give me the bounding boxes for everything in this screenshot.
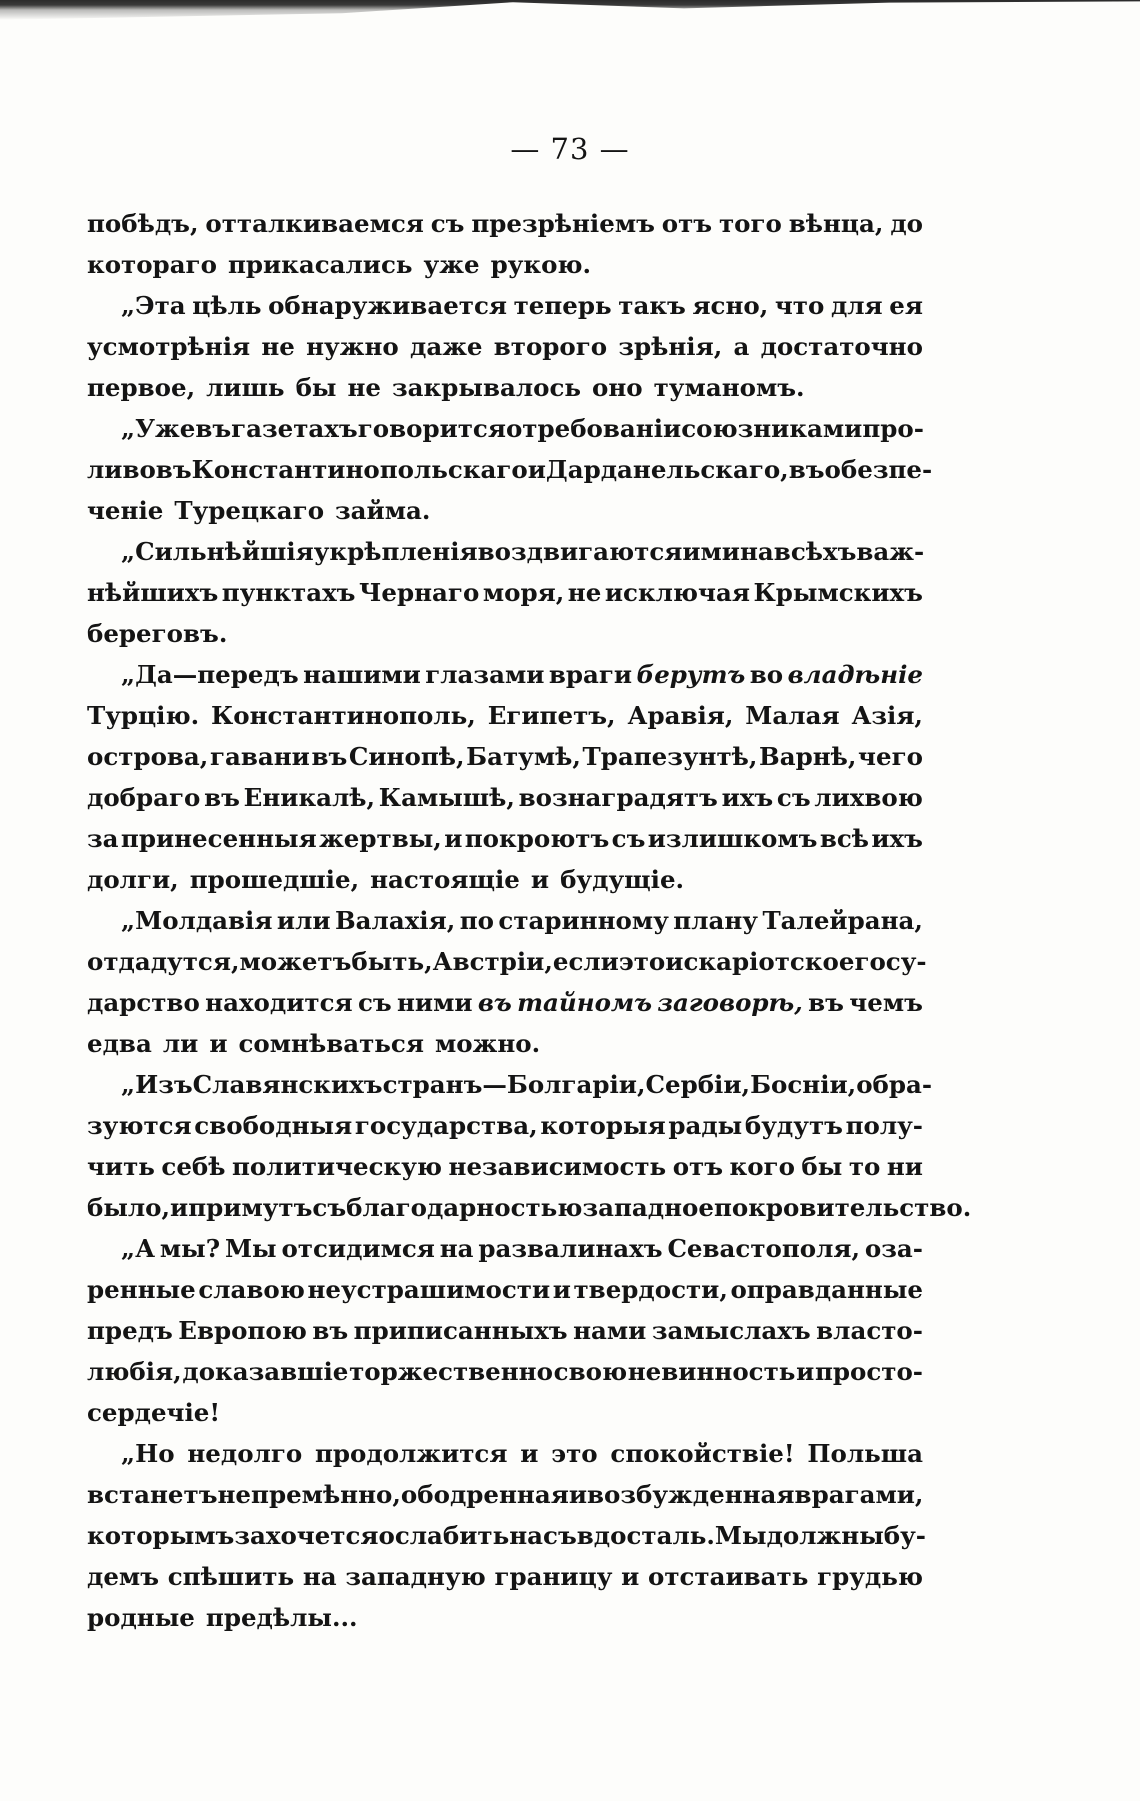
word: теперь [513, 291, 612, 320]
word: отъ [672, 1152, 724, 1181]
word: достаточно [760, 332, 923, 361]
word: глазами [425, 660, 545, 689]
text-line [87, 203, 923, 244]
word: на [739, 537, 774, 566]
word: просто- [814, 1357, 923, 1386]
word: западное [582, 1193, 714, 1222]
word: первое, [87, 373, 196, 402]
word: „Но [121, 1439, 175, 1468]
text-line [87, 941, 927, 982]
word: приписанныхъ [353, 1316, 568, 1345]
text-line [87, 244, 923, 285]
word: то [848, 1152, 881, 1181]
word: Крымскихъ [753, 578, 923, 607]
word: границу [494, 1562, 613, 1591]
word: до [890, 209, 923, 238]
word: съ [611, 824, 646, 853]
text-line [87, 1023, 923, 1064]
word: во [749, 660, 784, 689]
word: неустрашимости [307, 1275, 551, 1304]
word: въ [195, 414, 232, 443]
word: зуются [87, 1111, 192, 1140]
word: бы [295, 373, 337, 402]
word: союзниками [681, 414, 863, 443]
word: рады [668, 1111, 743, 1140]
text-line [87, 490, 923, 531]
word: и [444, 824, 463, 853]
word: враги [548, 660, 633, 689]
word: власто- [816, 1316, 923, 1345]
word: мы? [159, 1234, 221, 1263]
word: и [552, 1275, 571, 1304]
word: „Уже [121, 414, 196, 443]
word: это [618, 947, 666, 976]
text-line [87, 613, 923, 654]
word: съ [430, 209, 465, 238]
word: Камышѣ, [378, 783, 515, 812]
word: для [830, 291, 883, 320]
word: добраго [87, 783, 201, 812]
word: государства, [354, 1111, 538, 1140]
word: Синопѣ, [348, 742, 465, 771]
word: недолго [187, 1439, 303, 1468]
word: демъ [87, 1562, 159, 1591]
word: всѣхъ [773, 537, 857, 566]
word: Австріи, [432, 947, 553, 976]
word: „Молдавія [121, 906, 273, 935]
word: обра- [856, 1070, 933, 1099]
word: „Изъ [121, 1070, 193, 1099]
text-line [87, 982, 923, 1023]
text-line [87, 900, 923, 941]
text-line [87, 818, 923, 859]
word: въ [204, 783, 240, 812]
text-line [87, 1433, 923, 1474]
word: что [774, 291, 825, 320]
word: предѣлы... [205, 1603, 358, 1632]
word: которымъ [87, 1521, 235, 1550]
word: побѣдъ, [87, 209, 199, 238]
word: ободренная [400, 1480, 569, 1509]
text-line [87, 408, 923, 449]
word: ими [682, 537, 740, 566]
word: примутъ [188, 1193, 313, 1222]
word: Азія, [851, 701, 923, 730]
word: займа. [335, 496, 431, 525]
word: прошедшіе, [189, 865, 360, 894]
word: ясно, [692, 291, 769, 320]
word: сердечіе! [87, 1398, 221, 1427]
word: ченіе [87, 496, 164, 525]
word: должны [766, 1521, 884, 1550]
word: принесенныя [120, 824, 317, 853]
word: бы [801, 1152, 843, 1181]
word: себѣ [161, 1152, 226, 1181]
word: важ- [856, 537, 925, 566]
word: заговорѣ, [657, 988, 803, 1017]
word: плану [673, 906, 758, 935]
word: Польша [807, 1439, 923, 1468]
word: Мы [224, 1234, 277, 1263]
text-line [87, 572, 923, 613]
word: по [459, 906, 494, 935]
word: берутъ [636, 660, 746, 689]
text-line [87, 1515, 926, 1556]
word: не [261, 332, 295, 361]
word: на [439, 1234, 474, 1263]
word: благодарностью [346, 1193, 583, 1222]
word: „Да—передъ [121, 660, 299, 689]
word: и [527, 455, 546, 484]
word: зрѣнія, [618, 332, 723, 361]
word: ними [396, 988, 473, 1017]
text-line [87, 1392, 923, 1433]
word: полу- [845, 1111, 923, 1140]
word: будущіе. [560, 865, 685, 894]
word: вѣнца, [788, 209, 884, 238]
text-line [87, 1105, 923, 1146]
word: ни [886, 1152, 923, 1181]
word: торжественно [349, 1357, 553, 1386]
word: цѣль [192, 291, 262, 320]
word: было, [87, 1193, 171, 1222]
text-line [87, 777, 923, 818]
word: моря, [482, 578, 565, 607]
word: и [170, 1193, 189, 1222]
word: не [347, 373, 382, 402]
word: воздвигаются [477, 537, 683, 566]
word: отъ [661, 209, 713, 238]
word: уже [423, 250, 480, 279]
word: береговъ. [87, 619, 228, 648]
word: закрывалось [392, 373, 582, 402]
text-line [87, 1228, 923, 1269]
word: въ [788, 455, 825, 484]
word: и [568, 1480, 588, 1509]
word: такъ [618, 291, 686, 320]
word: ли [162, 1029, 199, 1058]
word: требованіи [522, 414, 682, 443]
word: отдадутся, [87, 947, 240, 976]
text-line [87, 531, 923, 572]
word: можно. [434, 1029, 541, 1058]
word: дарство [87, 988, 200, 1017]
word: нашими [303, 660, 421, 689]
word: въ [311, 742, 348, 771]
word: исключая [604, 578, 750, 607]
word: которыя [540, 1111, 666, 1140]
word: встанетъ [87, 1480, 218, 1509]
word: отталкиваемся [205, 209, 424, 238]
word: непремѣнно, [217, 1480, 401, 1509]
word: второго [493, 332, 608, 361]
word: „Сильнѣйшія [121, 537, 314, 566]
word: Константинополь, [211, 701, 476, 730]
word: на [302, 1562, 337, 1591]
word: едва [87, 1029, 152, 1058]
word: Батумѣ, [466, 742, 581, 771]
word: предъ [87, 1316, 173, 1345]
word: искаріотское [665, 947, 855, 976]
word: Сербіи, [645, 1070, 751, 1099]
word: находится [205, 988, 353, 1017]
word: въ [477, 988, 512, 1017]
word: можетъ [239, 947, 352, 976]
text-line [87, 736, 923, 777]
word: нами [573, 1316, 647, 1345]
word: возбужденная [587, 1480, 795, 1509]
word: врагами, [794, 1480, 924, 1509]
text-line [87, 1351, 923, 1392]
word: насъ [509, 1521, 577, 1550]
word: лихвою [814, 783, 923, 812]
word: сомнѣваться [238, 1029, 424, 1058]
word: лишь [206, 373, 285, 402]
word: вдосталь. [576, 1521, 715, 1550]
word: Европою [178, 1316, 307, 1345]
word: Славянскихъ [192, 1070, 383, 1099]
word: покровительство. [713, 1193, 972, 1222]
word: и [621, 1562, 640, 1591]
text-line [87, 1310, 923, 1351]
word: вознаградятъ [518, 783, 718, 812]
word: независимость [448, 1152, 667, 1181]
word: и [520, 1439, 539, 1468]
word: острова, [87, 742, 209, 771]
word: спокойствіе! [610, 1439, 795, 1468]
word: того [718, 209, 782, 238]
word: прикасались [227, 250, 413, 279]
word: быть, [351, 947, 433, 976]
word: отстаивать [647, 1562, 809, 1591]
text-line [87, 859, 923, 900]
word: Чернаго [359, 578, 480, 607]
word: или [276, 906, 331, 935]
word: Константинопольскаго [191, 455, 528, 484]
word: Турцію. [87, 701, 200, 730]
word: про- [862, 414, 924, 443]
word: за [87, 824, 119, 853]
word: съ [312, 1193, 347, 1222]
word: гавани [209, 742, 310, 771]
text-line [87, 1474, 923, 1515]
word: обнаруживается [268, 291, 507, 320]
word: будутъ [744, 1111, 843, 1140]
word: о [505, 414, 523, 443]
word: тайномъ [517, 988, 653, 1017]
word: чить [87, 1152, 155, 1181]
page-number: — 73 — [510, 132, 630, 166]
word: кого [729, 1152, 795, 1181]
text-line [87, 1597, 923, 1638]
word: чего [858, 742, 923, 771]
word: и [530, 865, 550, 894]
word: грудью [817, 1562, 923, 1591]
word: старинному [498, 906, 669, 935]
word: и [209, 1029, 228, 1058]
word: Мы [714, 1521, 767, 1550]
word: „Эта [121, 291, 186, 320]
word: нѣйшихъ [87, 578, 219, 607]
text-line [87, 695, 923, 736]
word: захочется [234, 1521, 379, 1550]
word: оно [592, 373, 643, 402]
word: даже [409, 332, 483, 361]
word: Валахія, [334, 906, 456, 935]
word: въ [312, 1316, 349, 1345]
word: съ [357, 988, 392, 1017]
word: котораго [87, 250, 217, 279]
word: замыслахъ [651, 1316, 811, 1345]
word: усмотрѣнія [87, 332, 251, 361]
word: покроютъ [464, 824, 610, 853]
word: если [552, 947, 619, 976]
word: всѣ [819, 824, 870, 853]
word: чемъ [849, 988, 923, 1017]
word: родные [87, 1603, 195, 1632]
word: укрѣпленія [313, 537, 478, 566]
word: Дарданельскаго, [545, 455, 789, 484]
word: Варнѣ, [759, 742, 857, 771]
word: рукою. [490, 250, 592, 279]
text-line [87, 449, 933, 490]
word: бу- [883, 1521, 926, 1550]
word: западную [345, 1562, 486, 1591]
word: оза- [864, 1234, 923, 1263]
word: жертвы, [319, 824, 442, 853]
word: обезпе- [824, 455, 933, 484]
word: это [551, 1439, 598, 1468]
word: нужно [306, 332, 399, 361]
word: политическую [232, 1152, 443, 1181]
word: оправданные [730, 1275, 923, 1304]
word: излишкомъ [647, 824, 818, 853]
text-line [87, 326, 923, 367]
word: ея [889, 291, 923, 320]
word: говорится [357, 414, 506, 443]
word: и [796, 1357, 815, 1386]
word: Трапезунтѣ, [582, 742, 758, 771]
text-line [87, 654, 923, 695]
word: Севастополя, [667, 1234, 861, 1263]
word: госу- [854, 947, 927, 976]
word: съ [776, 783, 811, 812]
word: Турецкаго [174, 496, 325, 525]
word: Малая [745, 701, 840, 730]
word: газетахъ [231, 414, 358, 443]
body-text [87, 203, 972, 1638]
word: туманомъ. [653, 373, 805, 402]
text-line [87, 285, 923, 326]
word: доказавшіе [182, 1357, 349, 1386]
word: настоящіе [370, 865, 520, 894]
word: Босніи, [750, 1070, 857, 1099]
text-line [87, 367, 923, 408]
text-line [87, 1146, 923, 1187]
word: ливовъ [87, 455, 192, 484]
text-line [87, 1556, 923, 1597]
word: невинность [627, 1357, 796, 1386]
text-line [87, 1187, 972, 1228]
word: спѣшить [167, 1562, 295, 1591]
scan-top-edge [0, 0, 1140, 22]
word: Аравія, [627, 701, 734, 730]
word: продолжится [314, 1439, 508, 1468]
word: ренные [87, 1275, 196, 1304]
word: свободныя [194, 1111, 353, 1140]
word: въ [808, 988, 844, 1017]
word: владѣніе [787, 660, 923, 689]
word: твердости, [573, 1275, 728, 1304]
word: развалинахъ [478, 1234, 663, 1263]
word: Талейрана, [762, 906, 923, 935]
word: не [567, 578, 602, 607]
text-line [87, 1064, 933, 1105]
word: Египетъ, [487, 701, 616, 730]
word: странъ—Болгаріи, [382, 1070, 646, 1099]
word: любія, [87, 1357, 182, 1386]
word: презрѣніемъ [471, 209, 655, 238]
word: пунктахъ [221, 578, 356, 607]
text-line [87, 1269, 923, 1310]
word: ослабить [378, 1521, 510, 1550]
word: „А [121, 1234, 156, 1263]
word: долги, [87, 865, 179, 894]
word: отсидимся [281, 1234, 435, 1263]
word: а [733, 332, 750, 361]
word: Еникалѣ, [243, 783, 376, 812]
word: свою [553, 1357, 628, 1386]
word: славою [198, 1275, 305, 1304]
word: ихъ [871, 824, 923, 853]
word: ихъ [721, 783, 774, 812]
